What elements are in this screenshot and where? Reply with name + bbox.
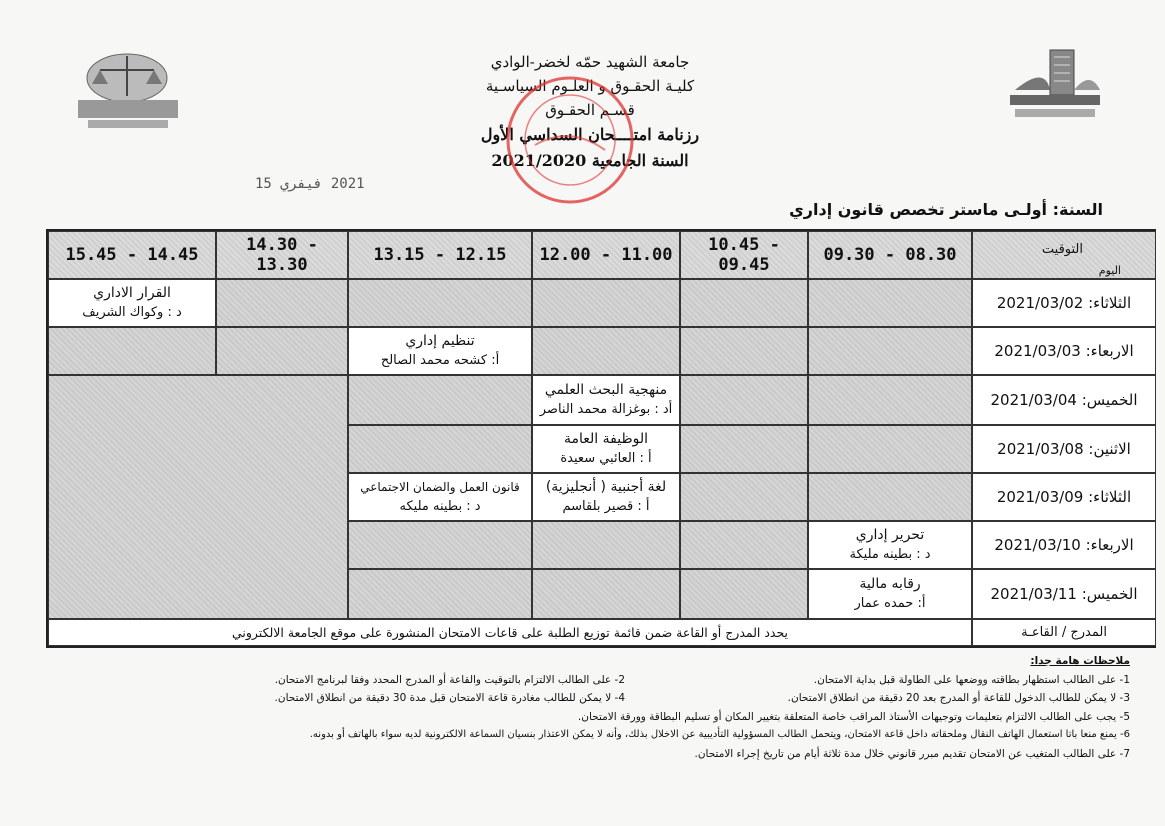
day-label: الاثنين: 2021/03/08	[972, 425, 1156, 473]
course-title: تحرير إداري	[855, 527, 925, 543]
day-label: الثلاثاء: 2021/03/02	[972, 279, 1156, 327]
course-professor: د : بطينه مليكه	[399, 499, 481, 514]
department-name: قسـم الحقـوق	[545, 101, 635, 119]
time-slot-header: 13.15 - 12.15	[348, 231, 532, 279]
empty-slot	[216, 279, 348, 327]
room-label: المدرج / القاعـة	[972, 619, 1156, 646]
empty-slot	[808, 279, 972, 327]
empty-slot	[48, 327, 216, 375]
empty-slot	[532, 327, 680, 375]
note-item: 1- على الطالب استظهار بطاقته ووضعها على الطاولة قبل بداية الامتحان.	[813, 673, 1130, 686]
faculty-logo-icon	[70, 48, 185, 133]
academic-year: السنة الجامعية 2021/2020	[491, 151, 689, 170]
empty-slot	[808, 375, 972, 425]
important-notes	[60, 652, 1130, 763]
empty-slot	[680, 375, 808, 425]
empty-slot	[680, 425, 808, 473]
corner-header	[972, 231, 1156, 279]
corner-time-label: التوقيت	[1041, 242, 1083, 257]
day-label: الثلاثاء: 2021/03/09	[972, 473, 1156, 521]
empty-slot	[348, 375, 532, 425]
document-header	[0, 0, 1165, 200]
empty-slot	[808, 473, 972, 521]
time-slot-header: 10.45 - 09.45	[680, 231, 808, 279]
empty-slot	[680, 569, 808, 619]
empty-slot	[808, 425, 972, 473]
day-label: الاربعاء: 2021/03/10	[972, 521, 1156, 569]
empty-slot	[680, 521, 808, 569]
empty-slot	[532, 569, 680, 619]
time-slot-header: 09.30 - 08.30	[808, 231, 972, 279]
faculty-name: كليـة الحقـوق و العلـوم السياسـية	[485, 77, 695, 95]
exam-slot	[808, 521, 972, 569]
course-title: القرار الاداري	[93, 285, 171, 301]
note-item: 6- يمنع منعا باتا استعمال الهاتف النقال وملحقاته داخل قاعة الامتحان، ويتحمل الطالب المسؤولية التأديبية عن الاخلال بذلك، وأنه لا يمكن الاعتذار بنسيان السماعة الالكترونية لديه سواء بالهاتف أو بدونه.	[309, 729, 1130, 740]
time-slot-header: 15.45 - 14.45	[48, 231, 216, 279]
empty-slot	[532, 279, 680, 327]
time-slot-header: 14.30 - 13.30	[216, 231, 348, 279]
day-label: الخميس: 2021/03/11	[972, 569, 1156, 619]
course-professor: أ : قصير بلقاسم	[562, 499, 650, 514]
notes-title: ملاحظات هامة جدا:	[1030, 655, 1130, 667]
course-title: لغة أجنبية ( أنجليزية)	[545, 479, 667, 495]
room-info-text: يحدد المدرج أو القاعة ضمن قائمة توزيع الطلبة على قاعات الامتحان المنشورة على موقع الجامعة الالكتروني	[231, 625, 789, 640]
course-professor: د : وكواك الشريف	[82, 305, 182, 320]
calendar-title: رزنامة امتــــحان السداسي الأول	[480, 125, 700, 144]
empty-slot-block	[48, 375, 348, 619]
day-label: الخميس: 2021/03/04	[972, 375, 1156, 425]
exam-schedule-table	[46, 229, 1156, 648]
empty-slot	[216, 327, 348, 375]
exam-slot	[532, 425, 680, 473]
note-item: 4- لا يمكن للطالب مغادرة قاعة الامتحان قبل مدة 30 دقيقة من انطلاق الامتحان.	[274, 692, 625, 704]
exam-slot	[348, 327, 532, 375]
room-info	[48, 619, 972, 646]
course-professor: أ : العائبي سعيدة	[560, 451, 652, 466]
empty-slot	[348, 279, 532, 327]
course-title: منهجية البحث العلمي	[544, 382, 668, 398]
day-label: الاربعاء: 2021/03/03	[972, 327, 1156, 375]
course-title: قانون العمل والضمان الاجتماعي	[360, 480, 520, 494]
note-item: 3- لا يمكن للطالب الدخول للقاعة أو المدرج بعد 20 دقيقة من انطلاق الامتحان.	[787, 692, 1130, 704]
exam-slot	[808, 569, 972, 619]
empty-slot	[532, 521, 680, 569]
course-professor: أد : بوغزالة محمد الناصر	[539, 402, 673, 417]
course-professor: أ: حمده عمار	[854, 596, 926, 611]
course-title: الوظيفة العامة	[564, 431, 648, 447]
time-slot-header: 12.00 - 11.00	[532, 231, 680, 279]
empty-slot	[680, 327, 808, 375]
corner-day-label: اليوم	[1098, 264, 1121, 277]
received-date-stamp: 2021 فيفري 15	[255, 176, 365, 192]
course-title: رقابه مالية	[859, 576, 921, 592]
exam-slot	[532, 375, 680, 425]
course-professor: أ: كشحه محمد الصالح	[380, 353, 500, 368]
university-name: جامعة الشهيد حمّه لخضر-الوادي	[490, 53, 690, 71]
exam-slot	[48, 279, 216, 327]
empty-slot	[680, 473, 808, 521]
course-professor: د : بطينه مليكة	[849, 547, 931, 562]
note-item: 5- يجب على الطالب الالتزام بتعليمات وتوجيهات الأستاذ المراقب خاصة المتعلقة بتغيير المكان أو تسليم البطاقة وورقة الامتحان.	[577, 710, 1130, 723]
empty-slot	[680, 279, 808, 327]
official-seal-icon	[495, 65, 645, 215]
exam-slot	[348, 473, 532, 521]
empty-slot	[808, 327, 972, 375]
note-item: 2- على الطالب الالتزام بالتوقيت والقاعة أو المدرج المحدد وفقا لبرنامج الامتحان.	[274, 673, 625, 686]
program-subtitle: السنة: أولـى ماستر تخصص قانون إداري	[789, 200, 1103, 219]
exam-slot	[532, 473, 680, 521]
empty-slot	[348, 425, 532, 473]
empty-slot	[348, 569, 532, 619]
university-logo-icon	[1005, 45, 1105, 125]
empty-slot	[348, 521, 532, 569]
course-title: تنظيم إداري	[405, 333, 475, 349]
note-item: 7- على الطالب المتغيب عن الامتحان تقديم مبرر قانوني خلال مدة ثلاثة أيام من تاريخ إجراء الامتحان.	[694, 747, 1130, 760]
